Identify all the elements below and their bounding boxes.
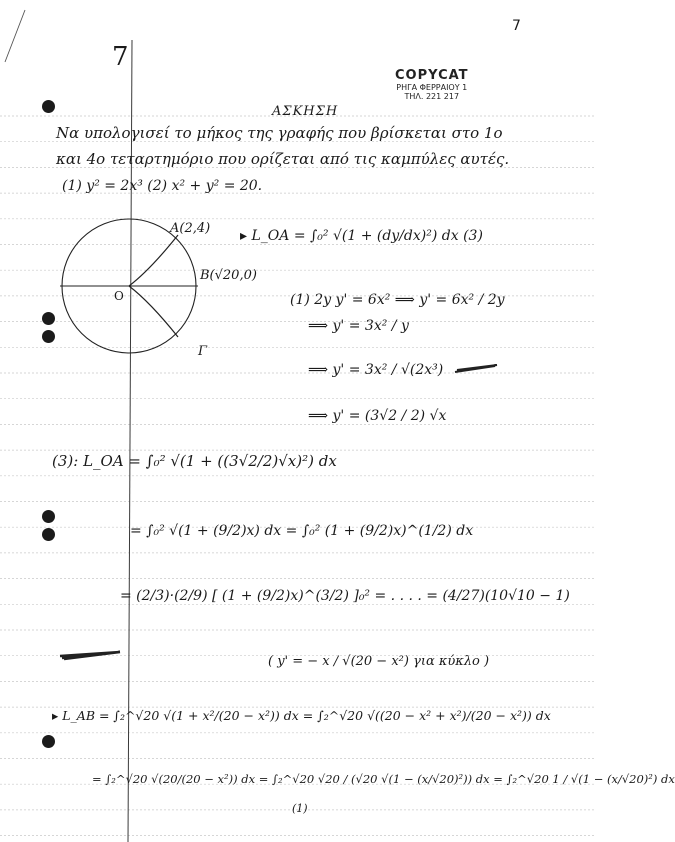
page-number: 7	[512, 18, 521, 34]
corner-mark: 7	[112, 42, 129, 72]
arc-length-oa-result: = (2/3)·(2/9) [ (1 + (9/2)x)^(3/2) ]₀² = . . . . = (4/27)(10√10 − 1)	[120, 588, 570, 604]
statement-line-1: Να υπολογισεί το μήκος της γραφής που βρίσκεται στο 1ο	[56, 124, 503, 142]
point-b-label: B(√20,0)	[200, 268, 257, 283]
origin-label: O	[114, 289, 124, 303]
stamp-address: ΡΗΓΑ ΦΕΡΡΑΙΟΥ 1	[396, 83, 468, 92]
derivative-step-2: ⟹ y' = 3x² / y	[308, 318, 409, 334]
arc-length-oa-simplified: = ∫₀² √(1 + (9/2)x) dx = ∫₀² (1 + (9/2)x)^(1/2) dx	[130, 523, 474, 539]
arc-length-ab-setup: ▸ L_AB = ∫₂^√20 √(1 + x²/(20 − x²)) dx = ∫₂^√20 √((20 − x² + x²)/(20 − x²)) dx	[52, 708, 551, 723]
derivative-step-1: (1) 2y y' = 6x² ⟹ y' = 6x² / 2y	[290, 292, 505, 308]
arc-length-oa-setup: (3): L_OA = ∫₀² √(1 + ((3√2/2)√x)²) dx	[52, 452, 337, 470]
exercise-title: ΑΣΚΗΣΗ	[272, 104, 339, 119]
derivative-step-4: ⟹ y' = (3√2 / 2) √x	[308, 408, 447, 424]
statement-line-2: και 4ο τεταρτημόριο που ορίζεται από τις καμπύλες αυτές.	[56, 150, 510, 168]
point-gamma-label: Γ	[198, 344, 208, 359]
derivative-step-3: ⟹ y' = 3x² / √(2x³)	[308, 362, 444, 378]
arc-length-ab-step: = ∫₂^√20 √(20/(20 − x²)) dx = ∫₂^√20 √20 / (√20 √(1 − (x/√20)²)) dx = ∫₂^√20 1 / √(1 − (x/√20)²) dx	[92, 772, 675, 786]
stamp-phone: ΤΗΛ. 221 217	[404, 92, 460, 101]
point-a-label: A(2,4)	[170, 221, 211, 236]
circle-derivative-note: ( y' = − x / √(20 − x²) για κύκλο )	[268, 654, 490, 669]
stamp-brand: COPYCAT	[395, 68, 469, 83]
loa-formula: ▸ L_OA = ∫₀² √(1 + (dy/dx)²) dx (3)	[240, 228, 483, 244]
curve-equations: (1) y² = 2x³ (2) x² + y² = 20.	[62, 178, 263, 194]
footnote-marker: (1)	[292, 802, 308, 815]
